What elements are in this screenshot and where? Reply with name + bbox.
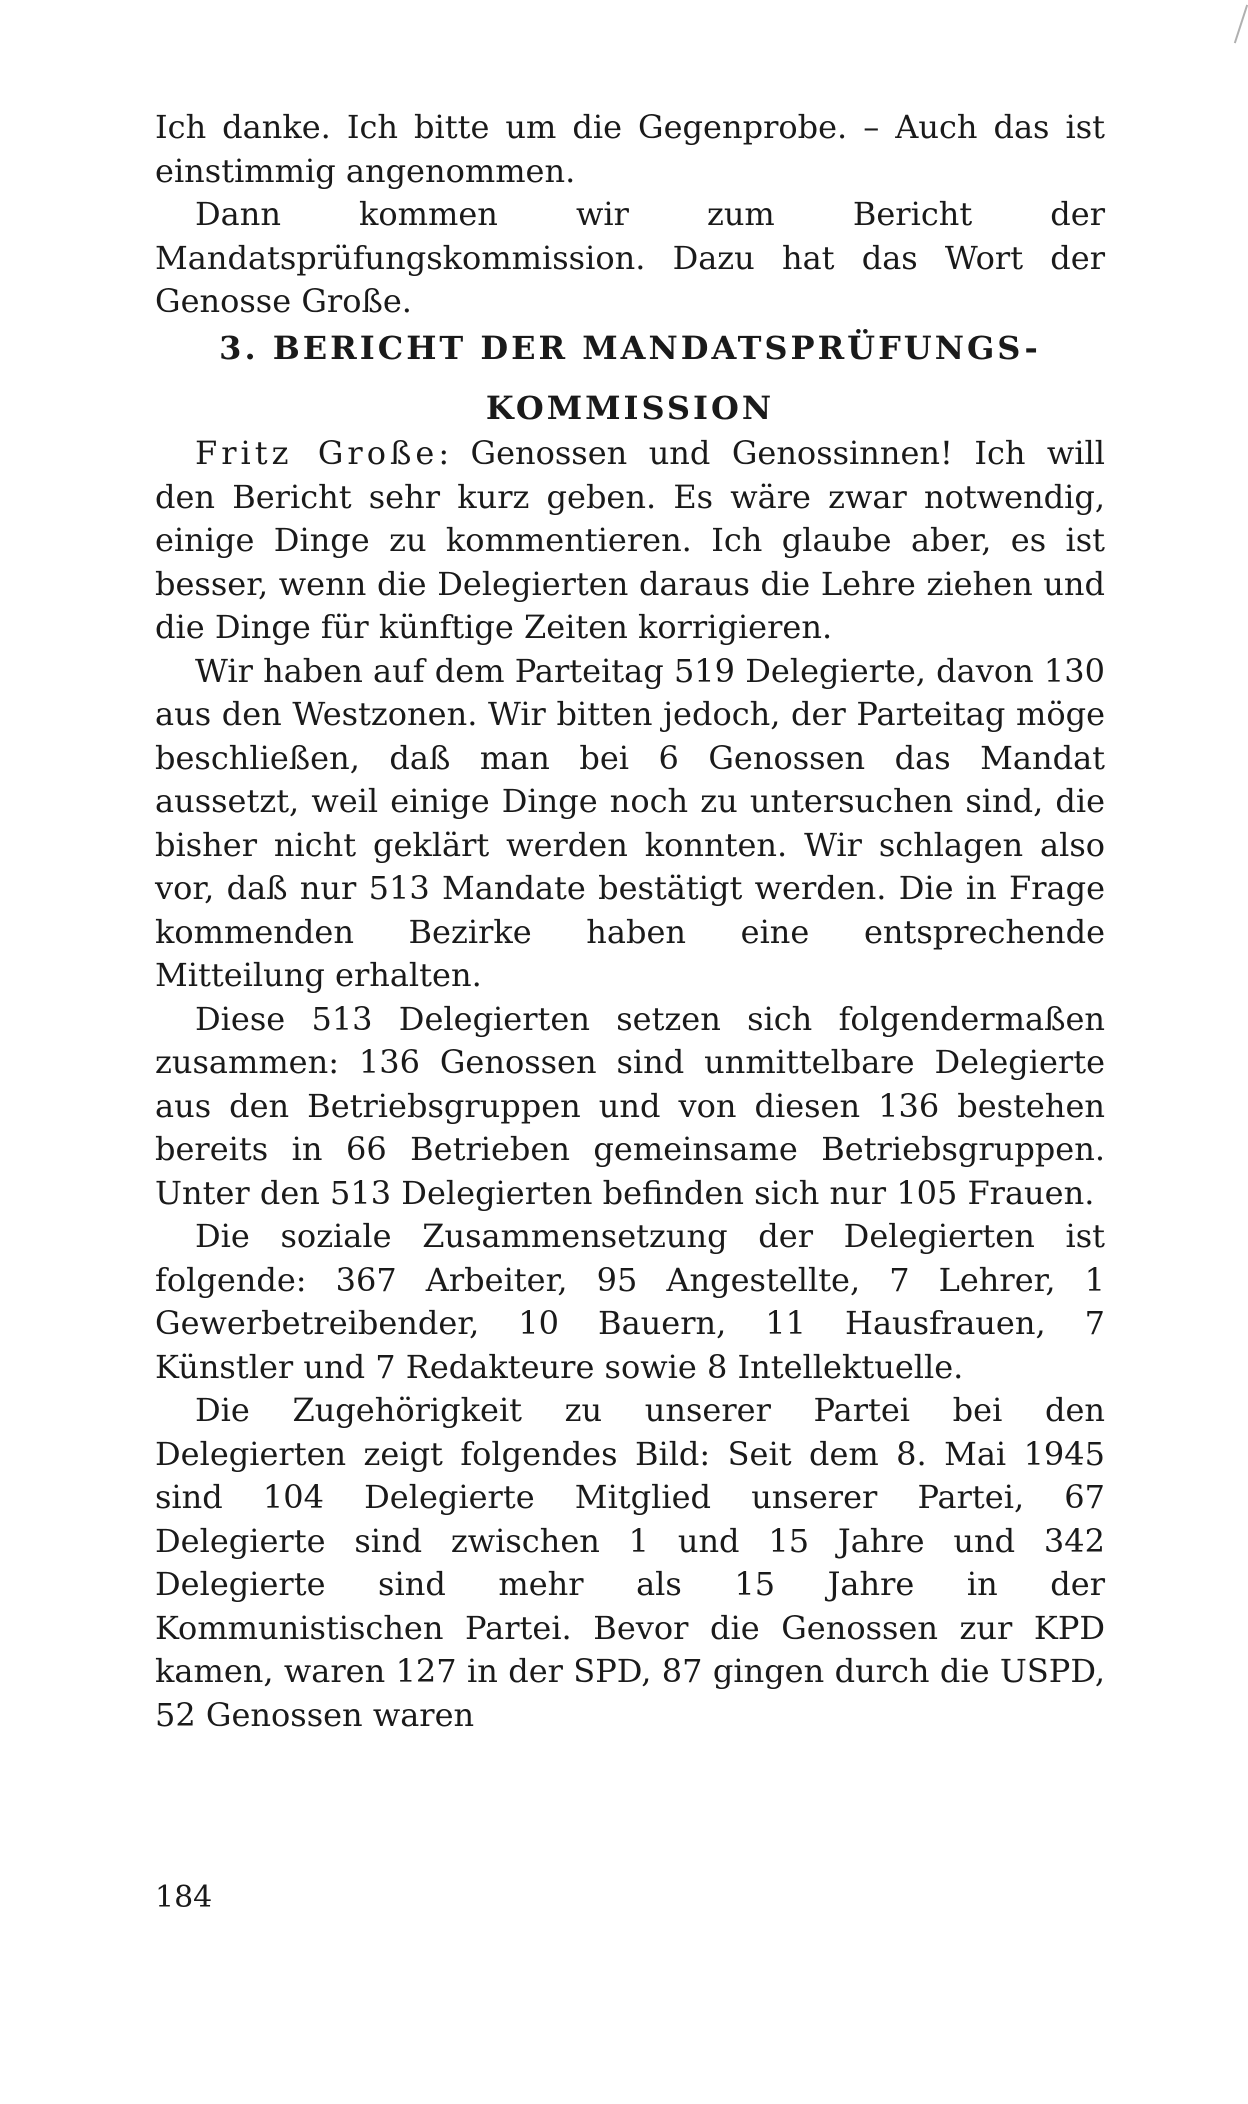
section-heading-line-1: 3. BERICHT DER MANDATSPRÜFUNGS- xyxy=(219,329,1041,367)
report-body xyxy=(155,432,1105,1737)
page-edge-mark xyxy=(1234,5,1248,44)
section-heading-line-2: KOMMISSION xyxy=(485,389,775,427)
speech-paragraph-5: Die Zugehörigkeit zu unserer Partei bei den Delegierten zeigt folgendes Bild: Seit dem 8. Mai 1945 sind 104 Delegierte Mitglied unserer Partei, 67 Delegierte sind zwischen 1 und 15 Jahre und 342 Delegierte sind mehr als 15 Jahre in der Kommunistischen Partei. Bevor die Genossen zur KPD kamen, waren 127 in der SPD, 87 gingen durch die USPD, 52 Genossen waren xyxy=(155,1391,1105,1734)
opening-block xyxy=(155,106,1105,324)
opening-paragraph-2: Dann kommen wir zum Bericht der Mandatsprüfungskommission. Dazu hat das Wort der Genosse Große. xyxy=(155,195,1105,320)
speech-text-start: : Genossen und Genossinnen! Ich will den Bericht sehr kurz geben. Es wäre zwar notwendig, einige Dinge zu kommentieren. Ich glaube aber, es ist besser, wenn die Delegierten daraus die Lehre ziehen und die Dinge für künftige Zeiten korrigieren. xyxy=(155,434,1106,646)
speech-paragraph-2: Wir haben auf dem Parteitag 519 Delegierte, davon 130 aus den Westzonen. Wir bitten jedoch, der Parteitag möge beschließen, daß man bei 6 Genossen das Mandat aussetzt, weil einige Dinge noch zu untersuchen sind, die bisher nicht geklärt werden konnten. Wir schlagen also vor, daß nur 513 Mandate bestätigt werden. Die in Frage kommenden Bezirke haben eine entsprechende Mitteilung erhalten. xyxy=(155,651,1105,994)
speech-paragraph-4: Die soziale Zusammensetzung der Delegierten ist folgende: 367 Arbeiter, 95 Angestellte, 7 Lehrer, 1 Gewerbetreibender, 10 Bauern, 11 Hausfrauen, 7 Künstler und 7 Redakteure sowie 8 Intellektuelle. xyxy=(155,1217,1105,1386)
opening-paragraph-1: Ich danke. Ich bitte um die Gegenprobe. – Auch das ist einstimmig angenommen. xyxy=(155,108,1105,190)
speaker-name: Fritz Große xyxy=(195,434,439,472)
speech-paragraph-3: Diese 513 Delegierten setzen sich folgendermaßen zusammen: 136 Genossen sind unmittelbare Delegierte aus den Betriebsgruppen und von diesen 136 bestehen bereits in 66 Betrieben gemeinsame Betriebsgruppen. Unter den 513 Delegierten befinden sich nur 105 Frauen. xyxy=(155,999,1105,1212)
section-heading xyxy=(155,318,1105,438)
speech-paragraph-1 xyxy=(155,432,1105,650)
page-number: 184 xyxy=(155,1880,213,1915)
